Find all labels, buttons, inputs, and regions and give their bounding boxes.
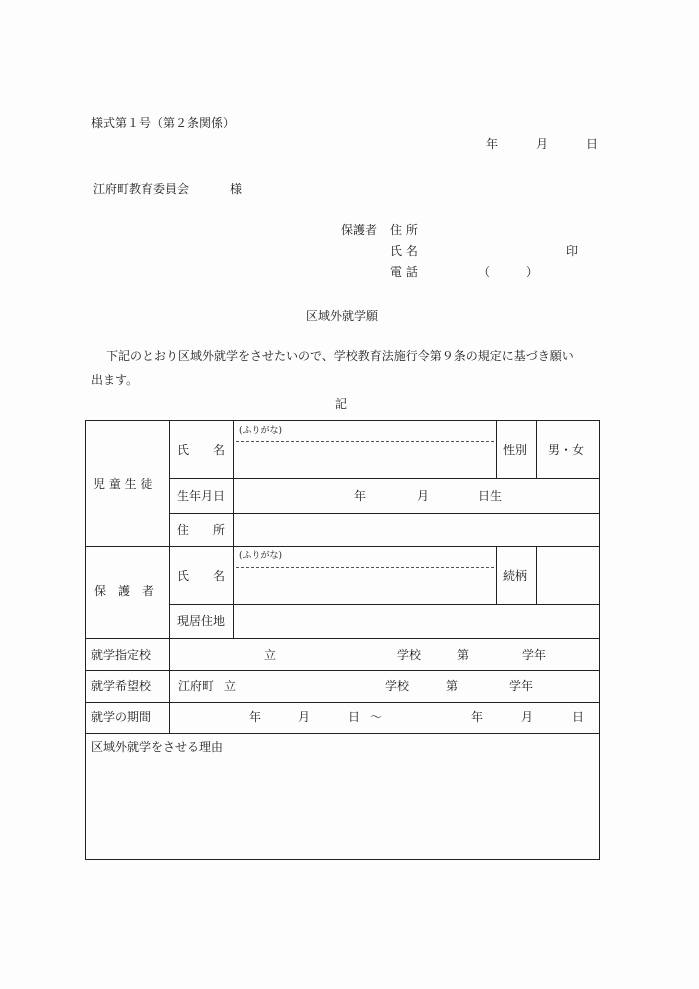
date-month-label: 月	[536, 137, 549, 151]
applicant-address-label: 住 所	[390, 223, 418, 237]
reason-label: 区域外就学をさせる理由	[91, 740, 224, 754]
seal-mark: 印	[566, 244, 579, 258]
body-line-2: 出ます。	[91, 373, 139, 387]
student-name-label: 氏 名	[177, 443, 226, 457]
student-furigana-label: (ふりがな)	[239, 426, 283, 436]
desired-town: 江府町	[178, 679, 215, 693]
period-month-2: 月	[521, 710, 534, 724]
addressee-honorific: 様	[230, 182, 243, 196]
dob-label: 生年月日	[177, 489, 226, 503]
addressee: 江府町教育委員会	[93, 182, 190, 196]
dob-day: 日生	[478, 489, 503, 503]
document-title: 区域外就学願	[306, 309, 379, 323]
designated-grade: 学年	[522, 648, 547, 662]
designated-dai: 第	[457, 648, 470, 662]
applicant-role: 保護者	[341, 223, 378, 237]
student-address-label: 住 所	[177, 523, 226, 537]
desired-school-label: 就学希望校	[91, 679, 152, 693]
period-label: 就学の期間	[91, 710, 152, 724]
date-day-label: 日	[586, 137, 599, 151]
body-line-1: 下記のとおり区域外就学をさせたいので、学校教育法施行令第９条の規定に基づき願い	[106, 349, 574, 363]
period-tilde: ～	[370, 710, 383, 724]
applicant-phone-label: 電 話	[390, 265, 418, 279]
guardian-section-label: 保 護 者	[94, 584, 155, 598]
period-year-2: 年	[471, 710, 484, 724]
desired-school-suffix: 学校	[385, 679, 410, 693]
gender-value: 男・女	[548, 443, 585, 457]
date-year-label: 年	[486, 137, 499, 151]
residence-label: 現居住地	[177, 614, 226, 628]
phone-parens: （ ）	[478, 265, 539, 279]
student-section-label: 児 童 生 徒	[93, 477, 153, 491]
designated-ritsu: 立	[264, 648, 277, 662]
applicant-name-label: 氏 名	[390, 244, 418, 258]
desired-ritsu: 立	[224, 679, 237, 693]
form-number: 様式第１号（第２条関係）	[91, 116, 236, 130]
ki-label: 記	[335, 397, 348, 411]
relation-label: 続柄	[503, 569, 528, 583]
guardian-name-label: 氏 名	[177, 569, 226, 583]
period-year-1: 年	[249, 710, 262, 724]
period-month-1: 月	[298, 710, 311, 724]
guardian-furigana-label: (ふりがな)	[239, 551, 283, 561]
dob-year: 年	[354, 489, 367, 503]
period-day-2: 日	[572, 710, 585, 724]
designated-school-suffix: 学校	[397, 648, 422, 662]
gender-label: 性別	[503, 443, 528, 457]
desired-dai: 第	[446, 679, 459, 693]
dob-month: 月	[417, 489, 430, 503]
designated-school-label: 就学指定校	[91, 648, 152, 662]
desired-grade: 学年	[509, 679, 534, 693]
period-day-1: 日	[348, 710, 361, 724]
